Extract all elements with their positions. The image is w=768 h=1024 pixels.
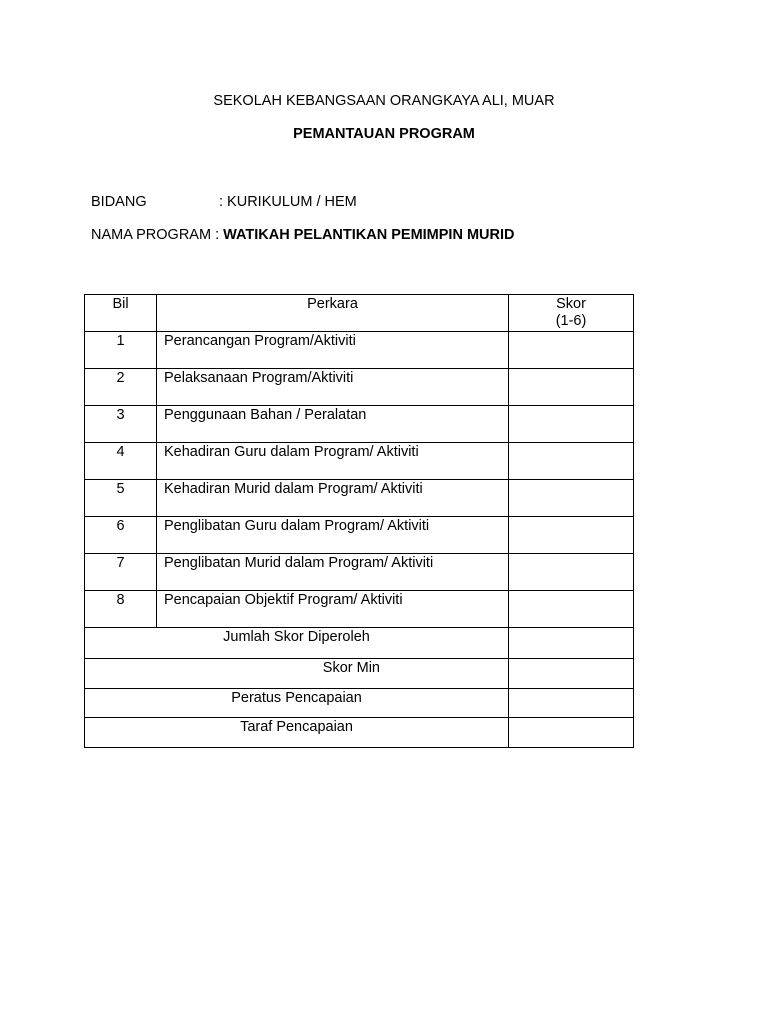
row-skor-cell[interactable] [509,480,634,517]
jumlah-skor-cell[interactable] [509,628,634,659]
header-skor-range: (1-6) [555,313,587,329]
row-bil: 2 [85,369,157,406]
row-perkara: Perancangan Program/Aktiviti [157,332,509,369]
summary-row-jumlah [85,628,634,659]
skor-min-cell[interactable] [509,659,634,689]
row-bil: 1 [85,332,157,369]
row-skor-cell[interactable] [509,332,634,369]
bidang-label: BIDANG [91,194,147,210]
row-perkara: Penggunaan Bahan / Peralatan [157,406,509,443]
evaluation-table [84,294,634,748]
row-perkara: Kehadiran Murid dalam Program/ Aktiviti [157,480,509,517]
row-skor-cell[interactable] [509,517,634,554]
row-skor-cell[interactable] [509,406,634,443]
row-skor-cell[interactable] [509,443,634,480]
header-skor [509,295,634,332]
row-bil: 4 [85,443,157,480]
taraf-pencapaian-label: Taraf Pencapaian [85,718,509,748]
summary-row-skor-min [85,659,634,689]
program-row [91,227,691,243]
skor-min-label: Skor Min [85,659,509,689]
table-row [85,443,634,480]
table-row [85,332,634,369]
row-perkara: Pencapaian Objektif Program/ Aktiviti [157,591,509,628]
taraf-pencapaian-cell[interactable] [509,718,634,748]
table-row [85,554,634,591]
row-perkara: Penglibatan Guru dalam Program/ Aktiviti [157,517,509,554]
header-bil: Bil [85,295,157,332]
row-bil: 6 [85,517,157,554]
header-perkara: Perkara [157,295,509,332]
header-skor-label: Skor [556,296,586,312]
bidang-value: : KURIKULUM / HEM [219,194,357,210]
row-skor-cell[interactable] [509,369,634,406]
row-bil: 5 [85,480,157,517]
row-perkara: Pelaksanaan Program/Aktiviti [157,369,509,406]
program-name: WATIKAH PELANTIKAN PEMIMPIN MURID [223,227,515,243]
row-bil: 8 [85,591,157,628]
peratus-pencapaian-label: Peratus Pencapaian [85,689,509,718]
program-label: NAMA PROGRAM : [91,227,224,243]
table-row [85,480,634,517]
table-header-row [85,295,634,332]
summary-row-peratus [85,689,634,718]
row-skor-cell[interactable] [509,554,634,591]
row-bil: 7 [85,554,157,591]
table-row [85,406,634,443]
table-row [85,517,634,554]
table-row [85,369,634,406]
row-skor-cell[interactable] [509,591,634,628]
summary-row-taraf [85,718,634,748]
row-perkara: Penglibatan Murid dalam Program/ Aktiviti [157,554,509,591]
school-name: SEKOLAH KEBANGSAAN ORANGKAYA ALI, MUAR [213,93,555,109]
peratus-pencapaian-cell[interactable] [509,689,634,718]
row-perkara: Kehadiran Guru dalam Program/ Aktiviti [157,443,509,480]
jumlah-skor-label: Jumlah Skor Diperoleh [85,628,509,659]
table-row [85,591,634,628]
document-title: PEMANTAUAN PROGRAM [293,126,475,142]
bidang-row [91,194,691,210]
row-bil: 3 [85,406,157,443]
